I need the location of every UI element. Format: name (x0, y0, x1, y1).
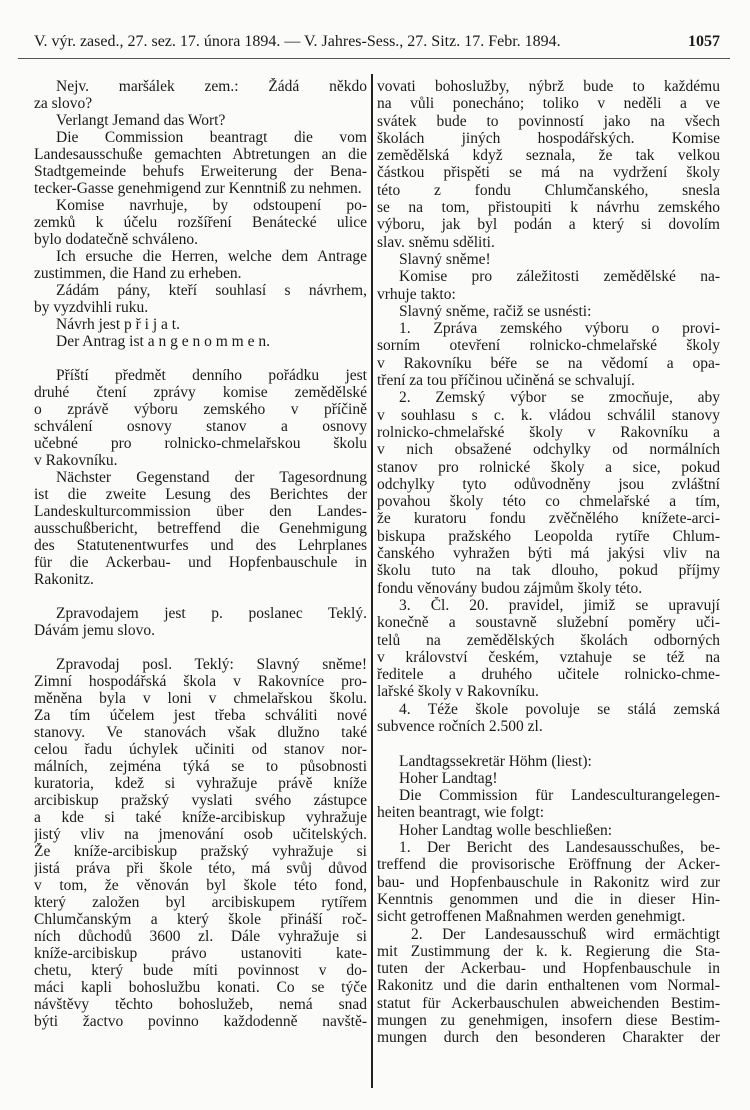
text-line: celou řadu úchylek učiniti od stanov nor- (34, 741, 367, 758)
text-line: Landesausschuße gemachten Abtretungen an die (34, 146, 367, 163)
text-line: Landtagssekretär Höhm (liest): (399, 752, 592, 770)
text-line: Slavný sněme! (399, 250, 491, 268)
text-line: mungen zu genehmigen, insofern diese Bestim- (377, 1012, 720, 1030)
text-line: kníže-arcibiskup právo ustanoviti kate- (34, 945, 367, 962)
text-line: ist die zweite Lesung des Berichtes der (34, 486, 367, 503)
text-line: biskupa pražského Leopolda rytíře Chlum- (377, 527, 720, 545)
text-line: konečně a soustavně služební poměry uči- (377, 614, 720, 632)
text-line: treffend die provisorische Eröffnung der Acker- (377, 856, 720, 874)
text-line: Hoher Landtag wolle beschließen: (399, 821, 613, 839)
paragraph-gap (34, 588, 367, 605)
text-line: Zpravodajem jest p. poslanec Teklý. (56, 605, 367, 622)
text-line: máci kapli bohoslužbu konati. Co se týče (34, 979, 367, 996)
running-header (34, 33, 720, 51)
text-line: Návrh jest p ř i j a t. (56, 316, 180, 333)
text-line: čanského vyhražen býti má jakýsi vliv na (377, 545, 720, 563)
text-line: Komise pro záležitosti zemědělské na- (399, 268, 720, 286)
text-line: v Rakovníku béře se na vědomí a opa- (377, 354, 720, 372)
text-line: v tom, že věnován byl škole této fond, (34, 877, 367, 894)
header-session-info: V. výr. zased., 27. sez. 17. února 1894. — V. Jahres-Sess., 27. Sitz. 17. Febr. 1894. (34, 33, 561, 50)
text-line: chetu, který bude míti povinnost v do- (34, 962, 367, 979)
text-line: 2. Zemský výbor se zmocňuje, aby (399, 389, 720, 407)
column-divider (371, 74, 373, 1088)
text-line: Rakonitz und die darin enthaltenen vom Normal- (377, 977, 720, 995)
text-line: měněna byla v loni v chmelařskou školu. (34, 690, 367, 707)
text-line: odchylky tyto odůvodněny jsou zvláštní (377, 475, 720, 493)
text-line: povahou školy této co chmelařské a tím, (377, 493, 720, 511)
text-line: schválení osnovy stanov a osnovy (34, 418, 367, 435)
text-line: lařské školy v Rakovníku. (377, 683, 539, 701)
text-line: Landeskulturcommission über den Landes- (34, 503, 367, 520)
text-line: Chlumčanským a který škole přináší roč- (34, 911, 367, 928)
text-line: 1. Der Bericht des Landesausschußes, be- (399, 839, 720, 857)
text-line: Rakonitz. (34, 571, 94, 588)
text-line: Die Commission beantragt die vom (56, 129, 367, 146)
text-line: v nich obsažené odchylky od normálních (377, 441, 720, 459)
text-line: heiten beantragt, wie folgt: (377, 804, 544, 822)
text-line: Hoher Landtag! (399, 769, 498, 787)
text-line: na vůli ponecháno; toliko v neděli a ve (377, 95, 720, 113)
text-line: druhé čtení zprávy komise zemědělské (34, 384, 367, 401)
text-line: tření za tou příčinou učiněná se schvalují. (377, 372, 635, 390)
text-line: Stadtgemeinde behufs Erweiterung der Bena- (34, 163, 367, 180)
text-line: málních, zejména týká se to působnosti (34, 758, 367, 775)
right-column (377, 78, 720, 1047)
text-line: učebné pro rolnicko-chmelařskou školu (34, 435, 367, 452)
text-line: des Statutenentwurfes und des Lehrplanes (34, 537, 367, 554)
text-line: se na tom, přistoupiti k návrhu zemského (377, 199, 720, 217)
text-line: Zpravodaj posl. Teklý: Slavný sněme! (56, 656, 367, 673)
text-line: Dávám jemu slovo. (34, 622, 155, 639)
text-line: školu tuto na tak dlouho, pokud příjmy (377, 562, 720, 580)
text-line: sicht getroffenen Maßnahmen werden genehmigt. (377, 908, 686, 926)
paragraph-gap (34, 639, 367, 656)
text-line: o zprávě výboru zemského v příčině (34, 401, 367, 418)
text-line: vrhuje takto: (377, 285, 456, 303)
text-line: vovati bohoslužby, nýbrž bude to každému (377, 78, 720, 95)
text-line: zemědělská když seznala, že tak velkou (377, 147, 720, 165)
text-line: Slavný sněme, račiž se usnésti: (399, 302, 592, 320)
text-line: že kuratoru fondu zvěčnělého knížete-arci- (377, 510, 720, 528)
paragraph-gap (377, 735, 720, 752)
text-line: fondu věnovány budou zájmům školy této. (377, 579, 643, 597)
text-line: zemků k účelu rozšíření Benátecké ulice (34, 214, 367, 231)
text-line: stanovy. Ve stanovách však dlužno také (34, 724, 367, 741)
text-line: tecker-Gasse genehmigend zur Kenntniß zu nehmen. (34, 180, 362, 197)
text-line: 1. Zpráva zemského výboru o provi- (399, 320, 720, 338)
text-line: mit Zustimmung der k. k. Regierung die Sta- (377, 942, 720, 960)
text-line: Verlangt Jemand das Wort? (56, 112, 226, 129)
text-line: částkou přispěti se má na vydržení školy (377, 164, 720, 182)
text-line: 2. Der Landesausschuß wird ermächtigt (411, 925, 720, 943)
text-line: ausschußbericht, betreffend die Genehmigung (34, 520, 367, 537)
page-number: 1057 (688, 33, 720, 50)
text-line: für die Ackerbau- und Hopfenbauschule in (34, 554, 367, 571)
text-line: Příští předmět denního pořádku jest (56, 367, 367, 384)
text-line: ředitele a druhého učitele rolnicko-chme- (377, 666, 720, 684)
text-line: 3. Čl. 20. pravidel, jimiž se upravují (399, 596, 720, 614)
text-line: v souhlasu s c. k. vládou schválil stanovy (377, 406, 720, 424)
text-line: subvence ročních 2.500 zl. (377, 717, 543, 735)
text-line: výboru, jak byl podán a který si dovolím (377, 216, 720, 234)
text-line: Der Antrag ist a n g e n o m m e n. (56, 333, 270, 350)
text-line: Komise navrhuje, by odstoupení po- (56, 197, 367, 214)
paragraph-gap (34, 350, 367, 367)
left-column (34, 78, 367, 1030)
text-line: v království českém, vztahuje se též na (377, 648, 720, 666)
text-line: sorním otevření rolnicko-chmelařské školy (377, 337, 720, 355)
text-line: svátek bude to povinností jako na všech (377, 112, 720, 130)
text-line: kuratoria, kdež si vyhražuje právě kníže (34, 775, 367, 792)
text-line: by vyzdvihli ruku. (34, 299, 149, 316)
text-line: statut für Ackerbauschulen abweichenden Bestim- (377, 994, 720, 1012)
text-line: bylo dodatečně schváleno. (34, 231, 198, 248)
text-line: bau- und Hopfenbauschule in Rakonitz wird zur (377, 873, 720, 891)
text-line: této z fondu Chlumčanského, snesla (377, 181, 720, 199)
text-line: tuten der Ackerbau- und Hopfenbauschule in (377, 960, 720, 978)
text-line: Nächster Gegenstand der Tagesordnung (56, 469, 367, 486)
text-line: Za tím účelem jest třeba schváliti nové (34, 707, 367, 724)
text-line: návštěvy těchto bohoslužeb, nemá snad (34, 996, 367, 1013)
text-line: v Rakovníku. (34, 452, 118, 469)
text-line: slav. sněmu sděliti. (377, 233, 495, 251)
text-line: rolnicko-chmelařské školy v Rakovníku a (377, 423, 720, 441)
text-line: stanov pro rolnické školy a sice, pokud (377, 458, 720, 476)
text-line: Že kníže-arcibiskup pražský vyhražuje si (34, 843, 367, 860)
text-line: který založen byl arcibiskupem rytířem (34, 894, 367, 911)
text-line: a kde si také kníže-arcibiskup vyhražuje (34, 809, 367, 826)
text-line: mungen durch den besonderen Charakter der (377, 1029, 720, 1047)
text-line: Nejv. maršálek zem.: Žádá někdo (56, 78, 367, 95)
text-line: 4. Téže škole povoluje se stálá zemská (399, 700, 720, 718)
text-line: býti žactvo povinno každodenně navště- (34, 1013, 367, 1030)
text-line: jistá práva při škole této, má svůj důvod (34, 860, 367, 877)
text-line: školách jiných hospodářských. Komise (377, 129, 720, 147)
text-line: Die Commission für Landesculturangelegen- (399, 787, 720, 805)
text-line: telů na zemědělských školách odborných (377, 631, 720, 649)
text-line: zustimmen, die Hand zu erheben. (34, 265, 242, 282)
text-line: za slovo? (34, 95, 93, 112)
text-line: Zimní hospodářská škola v Rakovníce pro- (34, 673, 367, 690)
text-line: Ich ersuche die Herren, welche dem Antrage (56, 248, 367, 265)
header-rule (18, 58, 730, 59)
text-line: jistý vliv na jmenování osob učitelských. (34, 826, 367, 843)
text-line: Kenntnis genommen und die in dieser Hin- (377, 890, 720, 908)
text-line: Zádám pány, kteří souhlasí s návrhem, (56, 282, 367, 299)
text-line: ních důchodů 3600 zl. Dále vyhražuje si (34, 928, 367, 945)
text-line: arcibiskup pražský vyslati svého zástupce (34, 792, 367, 809)
